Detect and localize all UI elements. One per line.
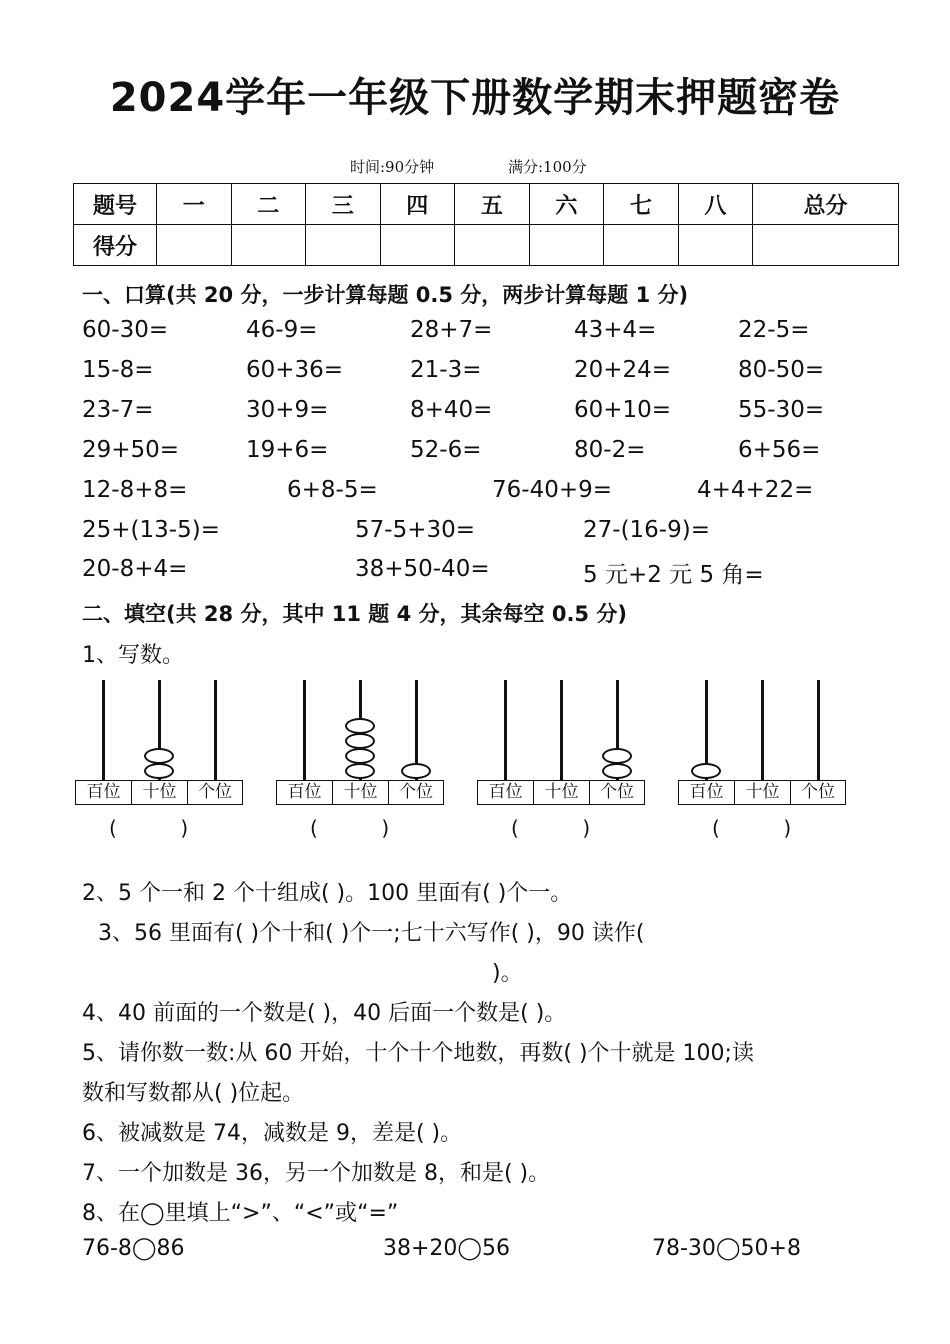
score-header-cell: 七 (604, 184, 679, 225)
question-2: 2、5 个一和 2 个十组成( )。100 里面有( )个一。 (82, 881, 573, 906)
calc-item: 6+56= (738, 437, 821, 463)
calc-item: 8+40= (410, 397, 493, 423)
calc-item: 30+9= (246, 397, 329, 423)
score-cell[interactable] (455, 225, 530, 266)
abacus-place-label: 十位 (332, 780, 389, 805)
abacus (75, 680, 245, 840)
abacus-place-label: 十位 (131, 780, 188, 805)
compare-item: 76-8◯86 (82, 1236, 185, 1261)
abacus-rod (761, 680, 764, 780)
calc-item: 38+50-40= (355, 556, 490, 582)
abacus-rod (214, 680, 217, 780)
calc-item: 60+10= (574, 397, 672, 423)
calc-item: 80-50= (738, 357, 825, 383)
abacus-rod (303, 680, 306, 780)
page-title: 2024学年一年级下册数学期末押题密卷 (109, 75, 841, 121)
score-cell[interactable] (529, 225, 604, 266)
abacus-bead (144, 748, 174, 764)
score-cell[interactable] (678, 225, 753, 266)
question-7: 7、一个加数是 36，另一个加数是 8，和是( )。 (82, 1161, 551, 1186)
score-header-cell: 五 (455, 184, 530, 225)
calc-item: 25+(13-5)= (82, 517, 220, 543)
abacus-bead (602, 763, 632, 779)
score-cell[interactable] (604, 225, 679, 266)
calc-item: 27-(16-9)= (583, 517, 710, 543)
abacus-answer-blank[interactable]: ( ) (109, 816, 189, 840)
abacus-rod (817, 680, 820, 780)
score-header-cell: 八 (678, 184, 753, 225)
abacus-place-label: 百位 (477, 780, 534, 805)
calc-item: 55-30= (738, 397, 825, 423)
abacus-bead (345, 748, 375, 764)
calc-item: 52-6= (410, 437, 482, 463)
calc-item: 80-2= (574, 437, 646, 463)
calc-item: 5 元+2 元 5 角= (583, 562, 764, 588)
abacus (477, 680, 647, 840)
section1-heading: 一、口算(共 20 分，一步计算每题 0.5 分，两步计算每题 1 分) (82, 283, 689, 307)
score-header-cell: 一 (157, 184, 232, 225)
calc-item: 21-3= (410, 357, 482, 383)
calc-item: 76-40+9= (492, 477, 613, 503)
score-cell[interactable] (157, 225, 232, 266)
abacus-place-label: 百位 (276, 780, 333, 805)
calc-item: 6+8-5= (287, 477, 378, 503)
abacus-place-label: 十位 (533, 780, 590, 805)
score-table-header-row (74, 184, 899, 225)
question-1: 1、写数。 (82, 643, 184, 668)
abacus-place-label: 百位 (75, 780, 132, 805)
calc-item: 60+36= (246, 357, 344, 383)
calc-item: 57-5+30= (355, 517, 476, 543)
abacus-place-label: 个位 (589, 780, 645, 805)
question-5: 5、请你数一数:从 60 开始，十个十个地数，再数( )个十就是 100;读 (82, 1041, 754, 1066)
abacus-bead (602, 748, 632, 764)
score-header-cell: 总分 (753, 184, 899, 225)
calc-item: 46-9= (246, 317, 318, 343)
calc-item: 43+4= (574, 317, 657, 343)
abacus-rod (102, 680, 105, 780)
abacus-bead (691, 763, 721, 779)
abacus-answer-blank[interactable]: ( ) (310, 816, 390, 840)
calc-item: 12-8+8= (82, 477, 188, 503)
calc-item: 15-8= (82, 357, 154, 383)
calc-item: 28+7= (410, 317, 493, 343)
abacus-rod (504, 680, 507, 780)
calc-item: 20-8+4= (82, 556, 188, 582)
abacus-bead (345, 733, 375, 749)
compare-item: 38+20◯56 (383, 1236, 511, 1261)
question-3-end: )。 (492, 961, 523, 986)
abacus (678, 680, 848, 840)
score-cell[interactable] (231, 225, 306, 266)
abacus (276, 680, 446, 840)
score-cell[interactable] (306, 225, 381, 266)
abacus-answer-blank[interactable]: ( ) (511, 816, 591, 840)
question-6: 6、被减数是 74，减数是 9，差是( )。 (82, 1121, 463, 1146)
section2-heading: 二、填空(共 28 分，其中 11 题 4 分，其余每空 0.5 分) (82, 602, 627, 626)
abacus-place-label: 十位 (734, 780, 791, 805)
abacus-place-label: 百位 (678, 780, 735, 805)
abacus-bead (345, 718, 375, 734)
score-cell[interactable] (380, 225, 455, 266)
calc-item: 23-7= (82, 397, 154, 423)
question-8: 8、在◯里填上“>”、“<”或“=” (82, 1201, 399, 1226)
calc-item: 22-5= (738, 317, 810, 343)
calc-item: 60-30= (82, 317, 169, 343)
score-table-score-row (74, 225, 899, 266)
abacus-place-label: 个位 (790, 780, 846, 805)
abacus-bead (144, 763, 174, 779)
score-header-cell: 三 (306, 184, 381, 225)
abacus-bead (345, 763, 375, 779)
score-table (73, 183, 899, 266)
abacus-bead (401, 763, 431, 779)
calc-item: 20+24= (574, 357, 672, 383)
abacus-answer-blank[interactable]: ( ) (712, 816, 792, 840)
exam-time: 时间:90分钟 (350, 158, 435, 176)
exam-full-score: 满分:100分 (508, 158, 587, 176)
score-header-cell: 题号 (74, 184, 157, 225)
compare-item: 78-30◯50+8 (652, 1236, 801, 1261)
question-5-cont: 数和写数都从( )位起。 (82, 1081, 305, 1106)
abacus-place-label: 个位 (187, 780, 243, 805)
score-row-label: 得分 (74, 225, 157, 266)
abacus-place-label: 个位 (388, 780, 444, 805)
question-4: 4、40 前面的一个数是( )，40 后面一个数是( )。 (82, 1001, 567, 1026)
calc-item: 19+6= (246, 437, 329, 463)
score-cell[interactable] (753, 225, 899, 266)
score-header-cell: 六 (529, 184, 604, 225)
score-header-cell: 四 (380, 184, 455, 225)
calc-item: 29+50= (82, 437, 180, 463)
abacus-rod (560, 680, 563, 780)
calc-item: 4+4+22= (697, 477, 814, 503)
score-header-cell: 二 (231, 184, 306, 225)
question-3: 3、56 里面有( )个十和( )个一;七十六写作( )，90 读作( (98, 921, 645, 946)
